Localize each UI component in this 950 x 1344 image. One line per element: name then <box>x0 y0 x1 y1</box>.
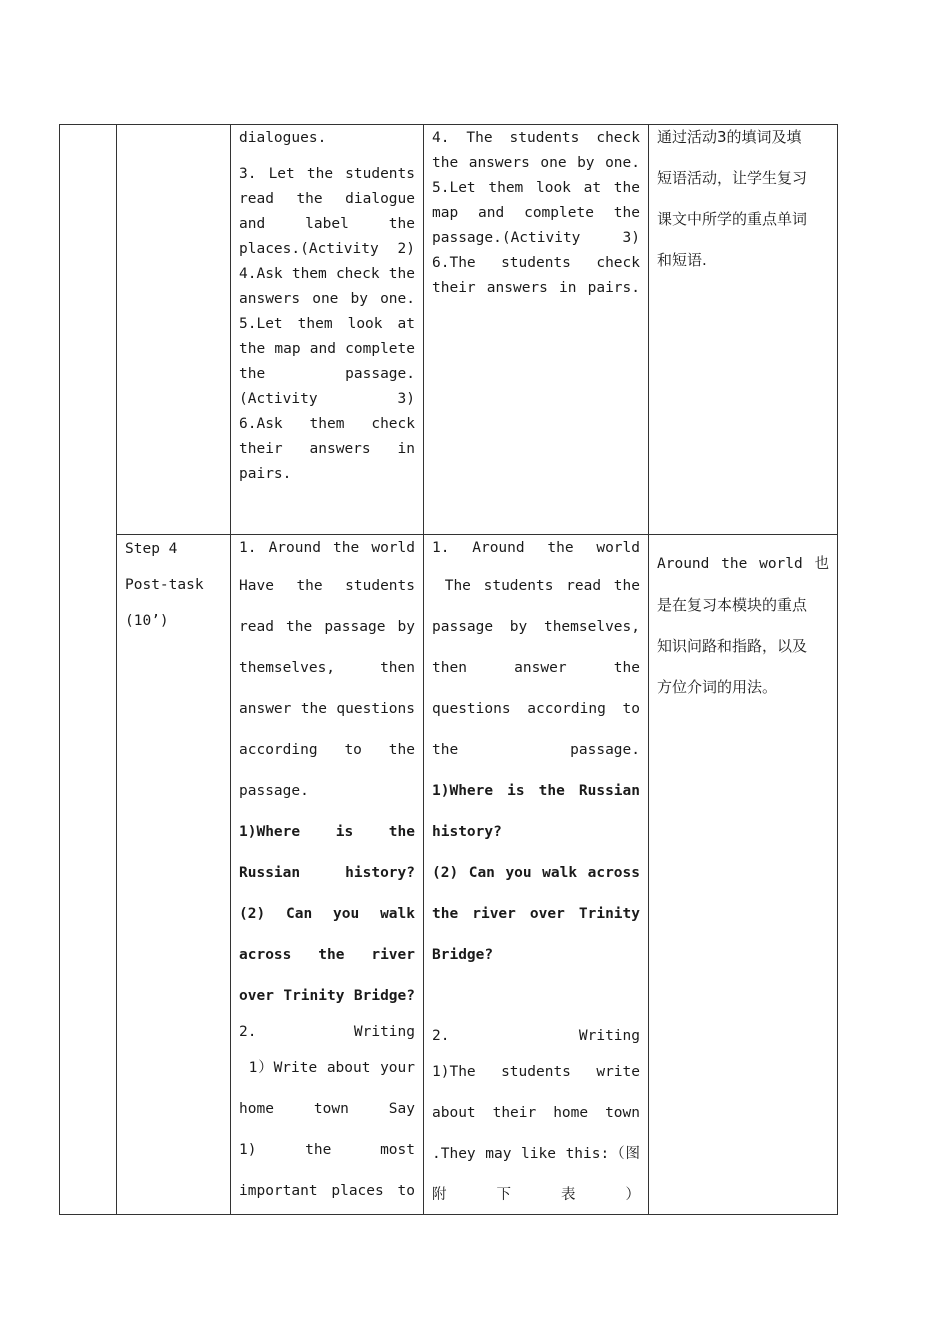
row1-teacher-activity: dialogues. 3. Let the students read the dialogue and label the places.(Activity 2) 4.Ask them check the answers one by one. 5.Let them look at the map and complete the passage. (Activity 3) 6.Ask them check their answers in pairs. <box>239 130 415 482</box>
col-border-2 <box>116 124 117 1215</box>
row2-teacher-activity: 1. Around the world Have the students read the passage by themselves, then answer the questions according to the passage. 1)Where is the Russian history? (2) Can you walk across the river over Trinity Bridge? 2. Writing 1）Write about your home town Say 1) the most important places to <box>239 540 415 1199</box>
row2-step: Step 4 Post-task (10’) <box>125 541 204 629</box>
row1-purpose: 通过活动3的填词及填 短语活动，让学生复习 课文中所学的重点单词 和短语. <box>657 128 808 269</box>
row1-student-activity: 4. The students check the answers one by one. 5.Let them look at the map and complete the passage.(Activity 3) 6.The students check their answers in pairs. <box>432 130 640 296</box>
row2-student-activity: 1. Around the world The students read the passage by themselves, then answer the questions according to the passage. 1)Where is the Russian history? (2) Can you walk across the river over Trinity Bridge? 2. Writing 1)The students write about their home town .They may like this:（图 附下表） <box>432 540 640 1203</box>
row2-purpose: Around the world 也 是在复习本模块的重点 知识问路和指路，以及 方位介词的用法。 <box>657 556 829 696</box>
col-border-6 <box>837 124 838 1215</box>
col-border-1 <box>59 124 60 1215</box>
